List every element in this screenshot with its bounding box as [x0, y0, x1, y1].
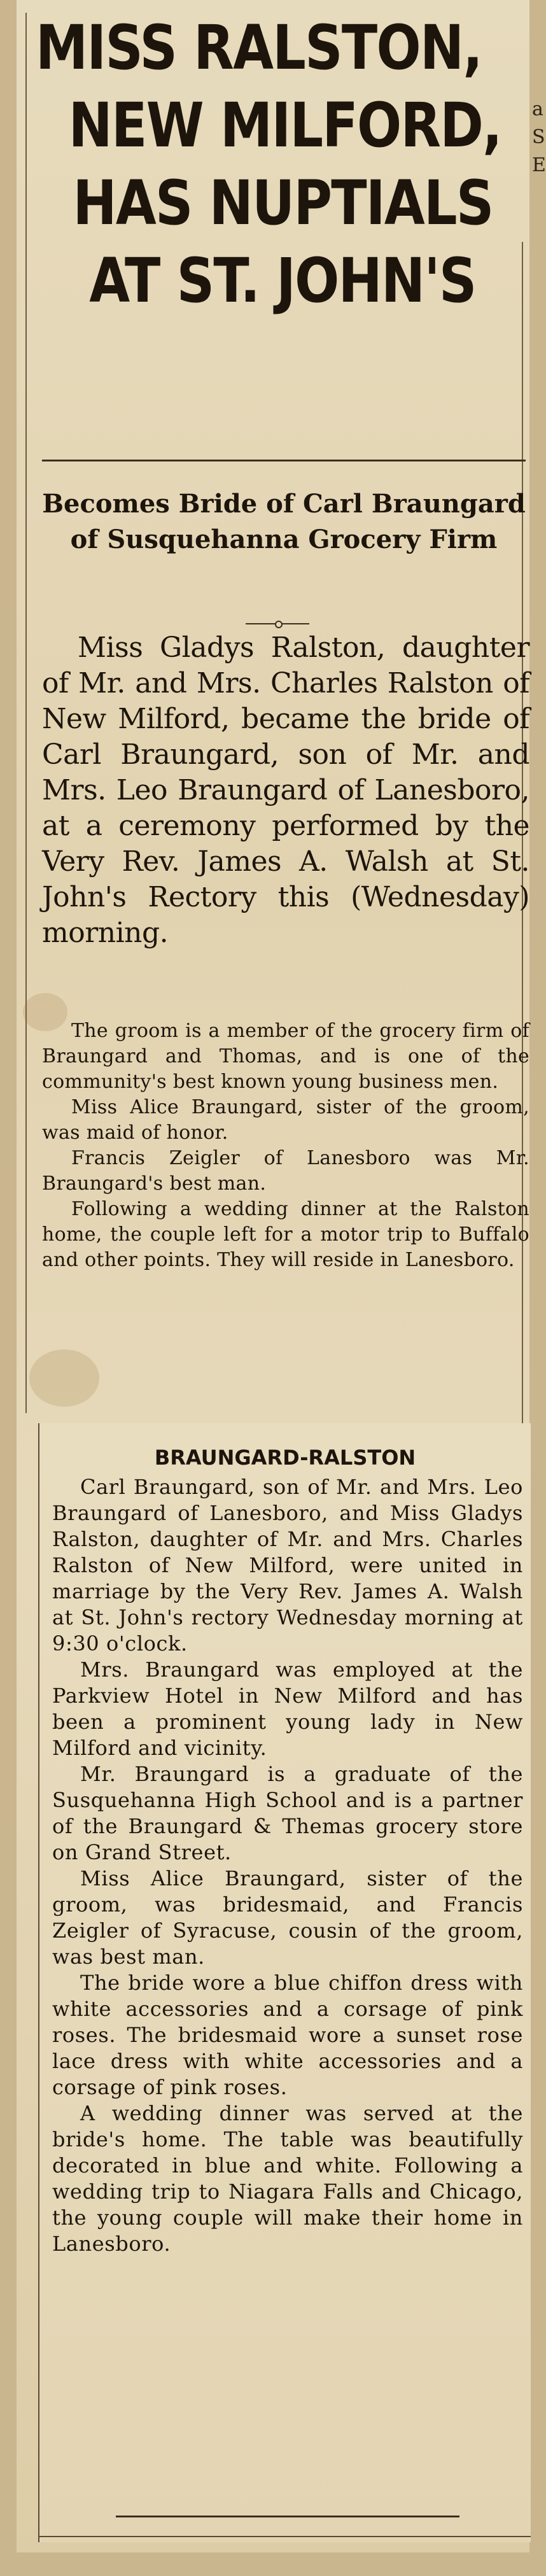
article-2-body [52, 1474, 523, 2257]
ornamental-divider [246, 621, 309, 627]
article-2-heading: BRAUNGARD-RALSTON [154, 1446, 416, 1470]
column-rule-left [25, 13, 27, 1413]
paper-stain [29, 1349, 99, 1407]
article-paragraph: The bride wore a blue chiffon dress with white accessories and a corsage of pink roses. The bridesmaid wore a sunset rose lace dress with white accessories and a corsage of pink roses. [52, 1971, 523, 2099]
lead-paragraph: Miss Gladys Ralston, daughter of Mr. and Mrs. Charles Ralston of New Milford, became the bride of Carl Braungard, son of Mr. and Mrs. Leo Braungard of Lanesboro, at a ceremony performed by the Very Rev. James A. Walsh at St. John's Rectory this (Wednesday) morning. [42, 631, 529, 949]
article-paragraph: Following a wedding dinner at the Ralston home, the couple left for a motor trip to Buffalo and other points. They will reside in Lanesboro. [42, 1198, 529, 1271]
article-paragraph: Carl Braungard, son of Mr. and Mrs. Leo Braungard of Lanesboro, and Miss Gladys Ralston, daughter of Mr. and Mrs. Charles Ralston of New Milford, were united in marriage by the Very Rev. James A. Walsh at St. John's rectory Wednesday morning at 9:30 o'clock. [52, 1475, 523, 1656]
headline-divider [42, 460, 526, 461]
article-paragraph: Mr. Braungard is a graduate of the Susquehanna High School and is a partner of the Braungard & Themas grocery store on Grand Street. [52, 1762, 523, 1864]
edge-letter: S [532, 126, 545, 148]
article-paragraph: The groom is a member of the grocery firm of Braungard and Thomas, and is one of the community's best known young business men. [42, 1020, 529, 1093]
headline [36, 9, 501, 320]
newspaper-clipping-sheet [17, 0, 529, 2552]
headline-line-4: AT ST. JOHN'S [89, 245, 476, 316]
subheadline: Becomes Bride of Carl Braungard of Susquehanna Grocery Firm [42, 489, 526, 554]
clipping-bottom-edge [39, 2536, 531, 2537]
article-paragraph: Miss Alice Braungard, sister of the groom, was bridesmaid, and Francis Zeigler of Syracuse, cousin of the groom, was best man. [52, 1866, 523, 1969]
clipping-article-1 [17, 0, 529, 1419]
clipping-article-2 [38, 1423, 531, 2542]
adjacent-column-fragment [532, 95, 546, 179]
article-paragraph: A wedding dinner was served at the bride's home. The table was beautifully decorated in blue and white. Following a wedding trip to Niagara Falls and Chicago, the young couple will make their home in Lanesboro. [52, 2101, 523, 2256]
edge-letter: a [532, 98, 543, 120]
end-rule [116, 2516, 459, 2517]
article-paragraph: Francis Zeigler of Lanesboro was Mr. Braungard's best man. [42, 1147, 529, 1195]
headline-line-2: NEW MILFORD, [68, 90, 501, 161]
article-paragraph: Miss Alice Braungard, sister of the groom, was maid of honor. [42, 1096, 529, 1144]
edge-letter: E [532, 154, 546, 176]
headline-line-1: MISS RALSTON, [36, 12, 482, 83]
article-paragraph: Mrs. Braungard was employed at the Parkview Hotel in New Milford and has been a prominent young lady in New Milford and vicinity. [52, 1658, 523, 1760]
article-1-body [42, 1018, 529, 1273]
headline-line-3: HAS NUPTIALS [73, 167, 493, 239]
